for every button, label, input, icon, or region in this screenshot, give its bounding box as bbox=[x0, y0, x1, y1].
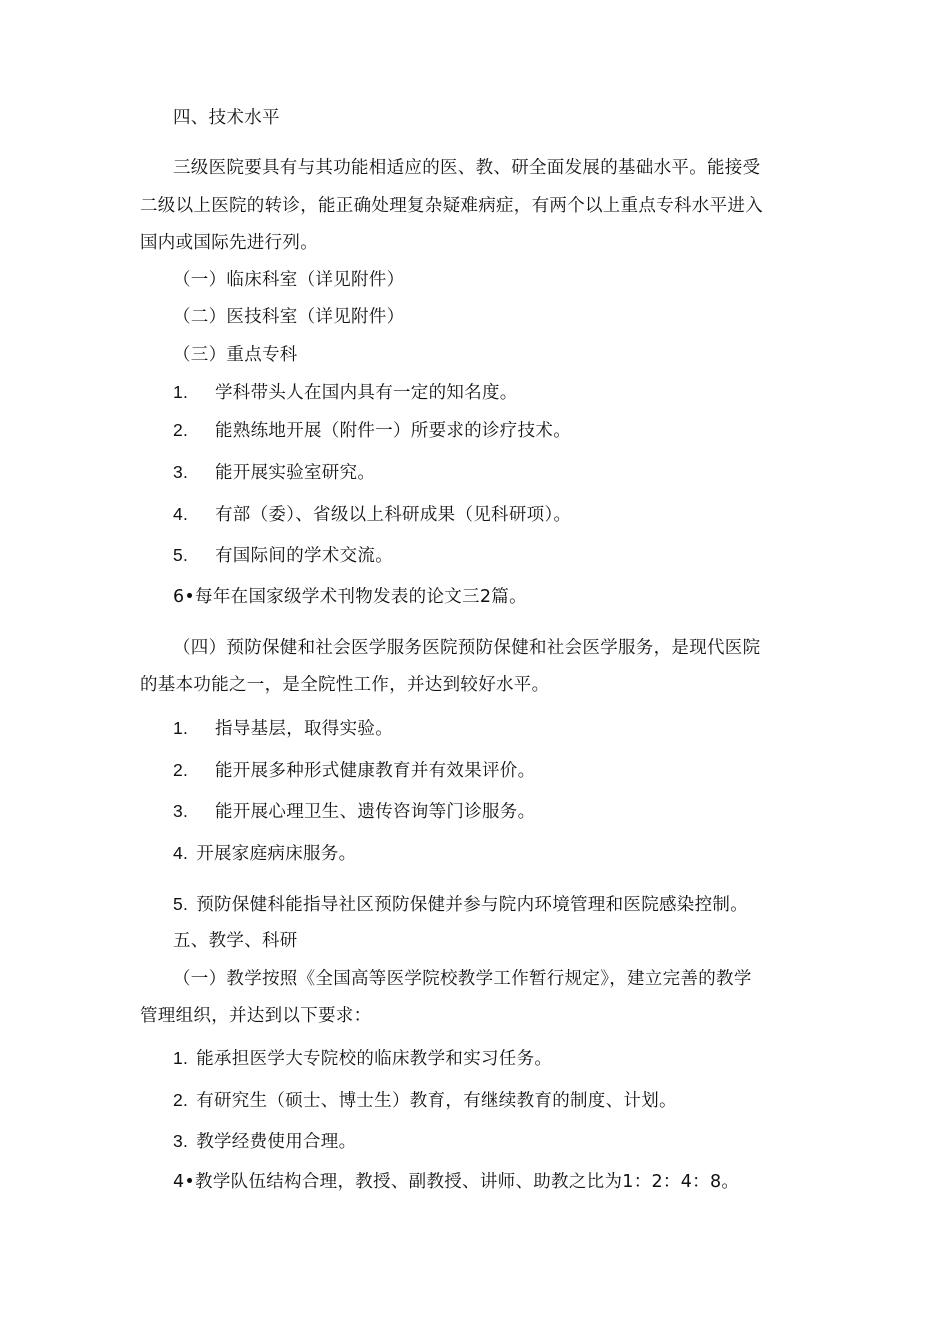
list-item bbox=[173, 1088, 853, 1113]
list-item-number: 2. bbox=[173, 420, 189, 440]
list-item-text: 有国际间的学术交流。 bbox=[215, 546, 393, 566]
list-item-number: 3. bbox=[173, 462, 189, 482]
list-item-text: 预防保健科能指导社区预防保健并参与院内环境管理和医院感染控制。 bbox=[196, 895, 749, 915]
section-heading-5: 五、教学、科研 bbox=[173, 931, 298, 951]
list-item bbox=[173, 892, 853, 917]
paragraph-line: 的基本功能之一，是全院性工作，并达到较好水平。 bbox=[140, 675, 550, 695]
paragraph-line: 二级以上医院的转诊，能正确处理复杂疑难病症，有两个以上重点专科水平进入 bbox=[140, 196, 763, 216]
list-item-text: 有研究生（硕士、博士生）教育，有继续教育的制度、计划。 bbox=[196, 1091, 677, 1111]
list-item-text: 能开展多种形式健康教育并有效果评价。 bbox=[215, 761, 536, 781]
paragraph-line: （四）预防保健和社会医学服务医院预防保健和社会医学服务，是现代医院 bbox=[173, 638, 761, 658]
list-item bbox=[173, 460, 853, 485]
list-item bbox=[173, 502, 853, 527]
list-item bbox=[173, 716, 853, 741]
list-item-plain: 6•每年在国家级学术刊物发表的论文三2篇。 bbox=[173, 587, 527, 607]
list-item-number: 1. bbox=[173, 718, 189, 738]
paragraph-line: 国内或国际先进行列。 bbox=[140, 233, 318, 253]
list-item bbox=[173, 841, 853, 866]
list-item-number: 3. bbox=[173, 801, 189, 821]
list-item bbox=[173, 380, 853, 405]
list-item-number: 4. bbox=[173, 843, 189, 863]
list-item bbox=[173, 543, 853, 568]
list-item-number: 3. bbox=[173, 1131, 189, 1151]
list-item-text: 能熟练地开展（附件一）所要求的诊疗技术。 bbox=[215, 421, 571, 441]
list-item-number: 1. bbox=[173, 1048, 189, 1068]
list-item bbox=[173, 1129, 853, 1154]
list-item-text: 能开展实验室研究。 bbox=[215, 463, 376, 483]
list-item-number: 4. bbox=[173, 504, 189, 524]
list-item bbox=[173, 799, 853, 824]
list-item bbox=[173, 418, 853, 443]
list-item-plain: 4•教学队伍结构合理，教授、副教授、讲师、助教之比为1：2：4：8。 bbox=[173, 1172, 740, 1192]
list-item-number: 5. bbox=[173, 894, 189, 914]
list-item-number: 1. bbox=[173, 382, 189, 402]
list-item-text: 有部（委）、省级以上科研成果（见科研项）。 bbox=[215, 505, 572, 525]
list-item-text: 能承担医学大专院校的临床教学和实习任务。 bbox=[196, 1049, 553, 1069]
list-item-number: 2. bbox=[173, 760, 189, 780]
paragraph-line: 三级医院要具有与其功能相适应的医、教、研全面发展的基础水平。能接受 bbox=[173, 158, 761, 178]
list-item-number: 5. bbox=[173, 545, 189, 565]
list-item bbox=[173, 1046, 853, 1071]
list-item-text: 学科带头人在国内具有一定的知名度。 bbox=[215, 383, 518, 403]
subheading: （二）医技科室（详见附件） bbox=[173, 307, 405, 327]
list-item-text: 教学经费使用合理。 bbox=[196, 1132, 357, 1152]
list-item-text: 开展家庭病床服务。 bbox=[196, 844, 357, 864]
subheading: （三）重点专科 bbox=[173, 345, 298, 365]
paragraph-line: 管理组织，并达到以下要求： bbox=[140, 1006, 372, 1026]
subheading: （一）临床科室（详见附件） bbox=[173, 270, 405, 290]
list-item-number: 2. bbox=[173, 1090, 189, 1110]
list-item bbox=[173, 758, 853, 783]
list-item-text: 能开展心理卫生、遗传咨询等门诊服务。 bbox=[215, 802, 536, 822]
list-item-text: 指导基层，取得实验。 bbox=[215, 719, 393, 739]
paragraph-line: （一）教学按照《全国高等医学院校教学工作暂行规定》，建立完善的教学 bbox=[173, 969, 752, 989]
section-heading-4: 四、技术水平 bbox=[173, 108, 280, 128]
